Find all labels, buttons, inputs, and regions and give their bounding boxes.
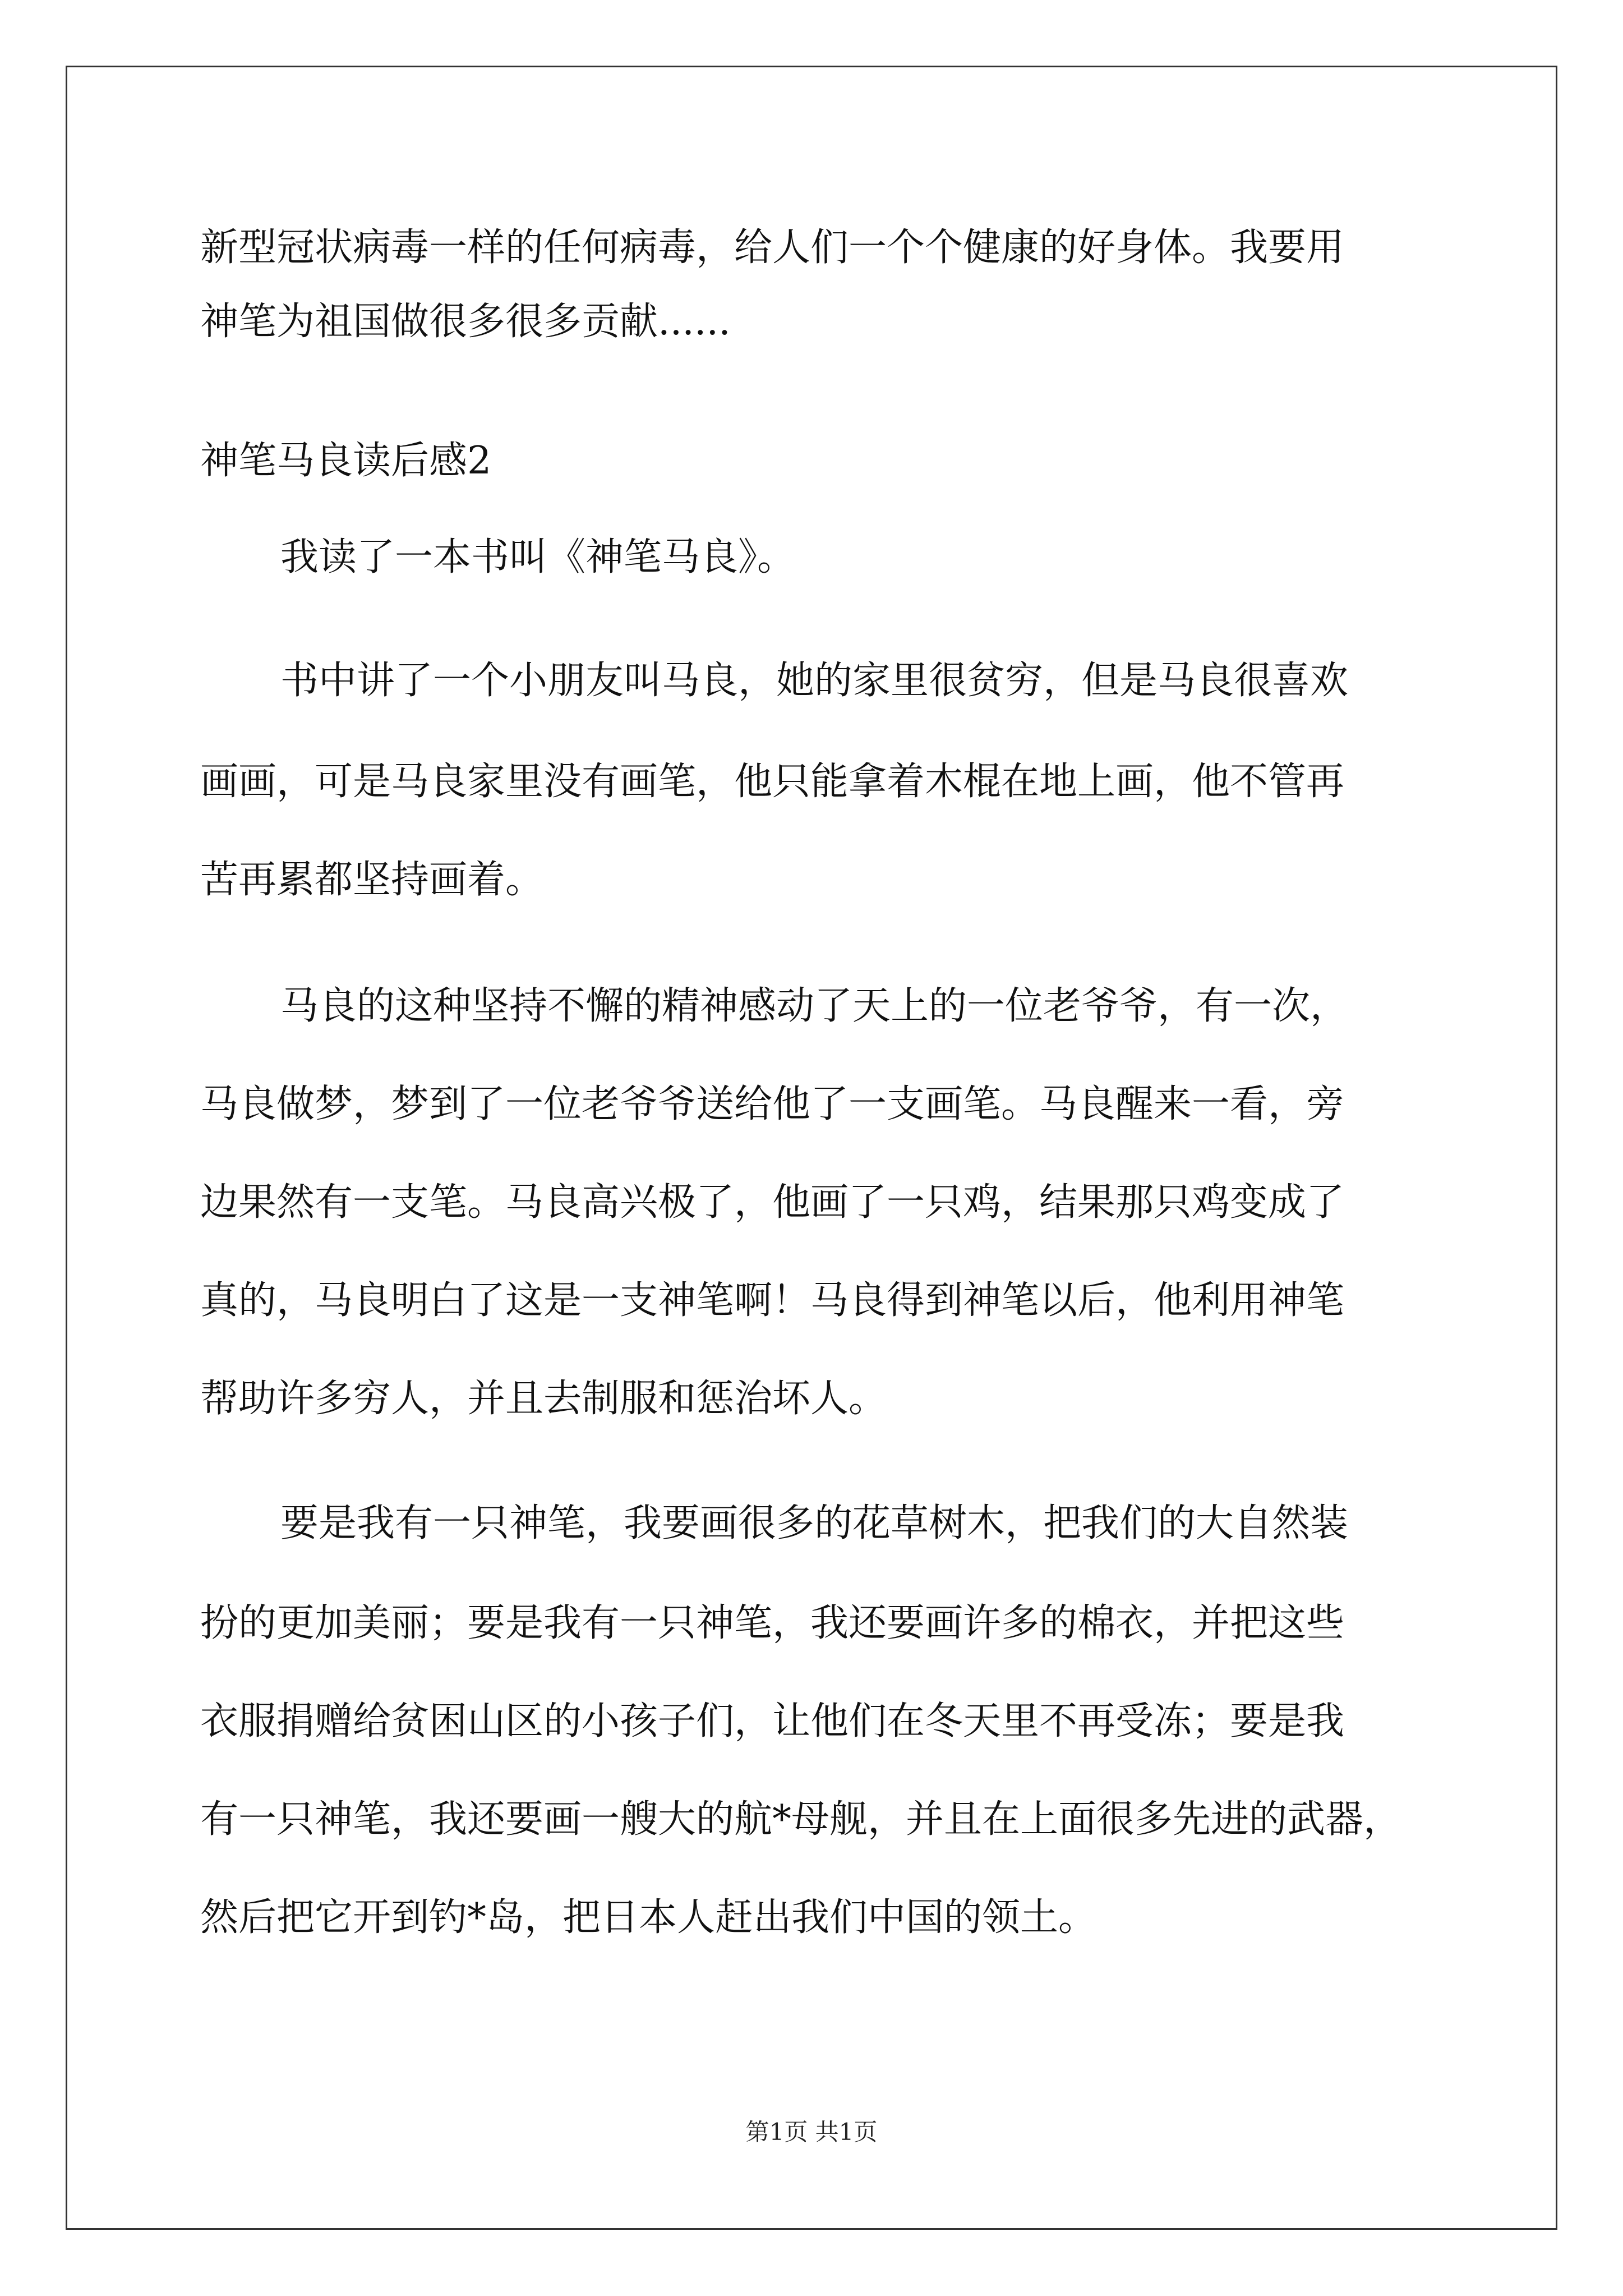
section-heading: 神笔马良读后感2 (200, 439, 492, 483)
paragraph-line: 马良的这种坚持不懈的精神感动了天上的一位老爷爷，有一次， (280, 984, 1349, 1028)
paragraph-line: 扮的更加美丽；要是我有一只神笔，我还要画许多的棉衣，并把这些 (200, 1601, 1345, 1645)
paragraph-line: 苦再累都坚持画着。 (200, 858, 544, 902)
page-footer: 第1页 共1页 (745, 2118, 878, 2146)
paragraph-line: 然后把它开到钓*岛，把日本人赶出我们中国的领土。 (200, 1895, 1097, 1940)
paragraph-line: 画画，可是马良家里没有画笔，他只能拿着木棍在地上画，他不管再 (200, 760, 1345, 804)
paragraph-line: 马良做梦，梦到了一位老爷爷送给他了一支画笔。马良醒来一看，旁 (200, 1082, 1345, 1126)
paragraph-line: 要是我有一只神笔，我要画很多的花草树木，把我们的大自然装 (280, 1501, 1349, 1545)
paragraph-line: 帮助许多穷人，并且去制服和惩治坏人。 (200, 1377, 887, 1421)
paragraph-line: 衣服捐赠给贫困山区的小孩子们，让他们在冬天里不再受冻；要是我 (200, 1699, 1345, 1743)
paragraph-line: 真的，马良明白了这是一支神笔啊！马良得到神笔以后，他利用神笔 (200, 1278, 1345, 1323)
paragraph-line: 有一只神笔，我还要画一艘大的航*母舰，并且在上面很多先进的武器， (200, 1797, 1402, 1842)
paragraph-line: 书中讲了一个小朋友叫马良，她的家里很贫穷，但是马良很喜欢 (280, 659, 1349, 703)
paragraph-line: 我读了一本书叫《神笔马良》。 (280, 535, 796, 579)
paragraph-line: 神笔为祖国做很多很多贡献...... (200, 300, 731, 344)
paragraph-line: 边果然有一支笔。马良高兴极了，他画了一只鸡，结果那只鸡变成了 (200, 1180, 1345, 1225)
paragraph-line: 新型冠状病毒一样的任何病毒，给人们一个个健康的好身体。我要用 (200, 226, 1345, 270)
